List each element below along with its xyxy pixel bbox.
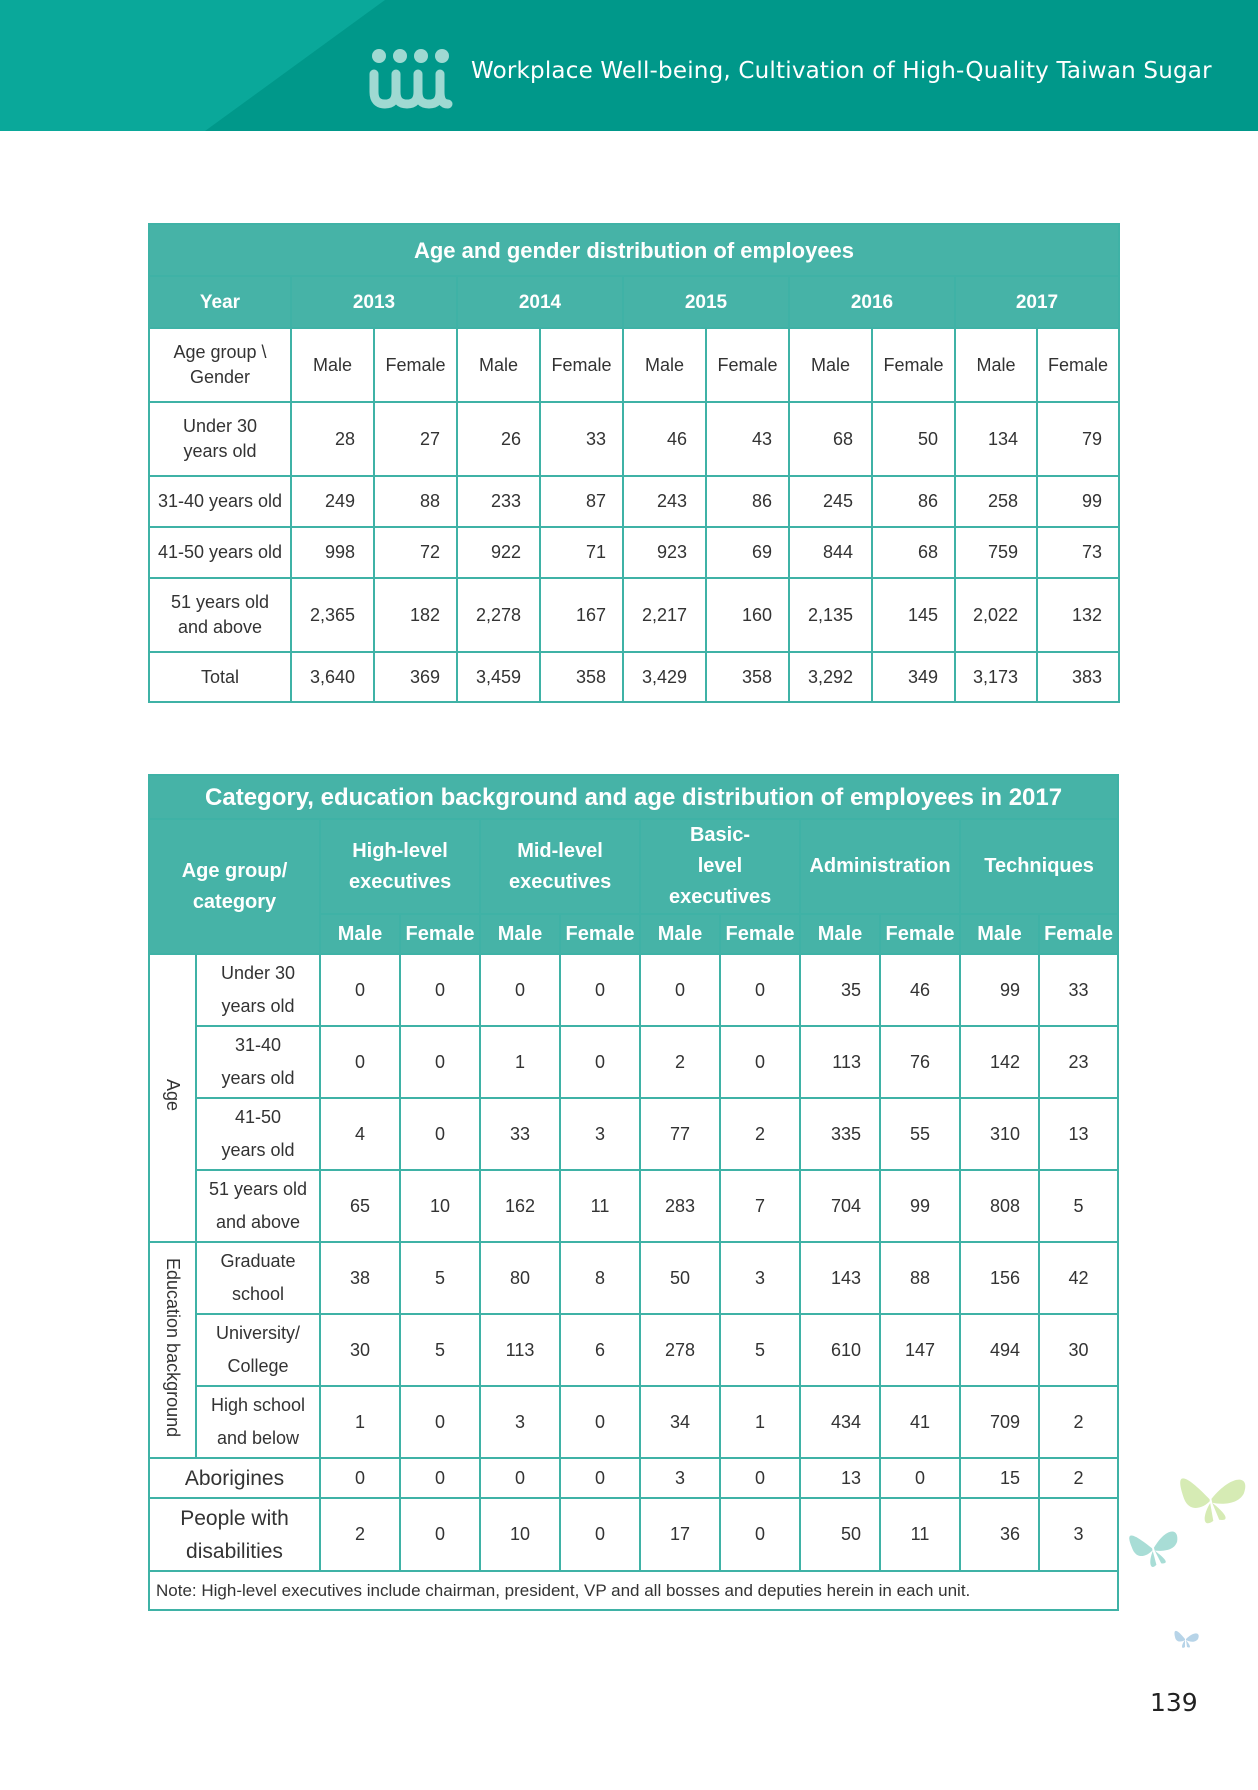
- cell: 145: [872, 578, 955, 652]
- cell: 0: [560, 954, 640, 1026]
- gender-header: Male: [640, 914, 720, 954]
- year-header: 2013: [291, 276, 457, 328]
- table2-caption: Category, education background and age distribution of employees in 2017: [149, 775, 1118, 819]
- cell: 46: [623, 402, 706, 476]
- cell: 50: [640, 1242, 720, 1314]
- cell: 3,292: [789, 652, 872, 702]
- gender-header: Female: [720, 914, 800, 954]
- cell: 335: [800, 1098, 880, 1170]
- gender-header: Male: [789, 328, 872, 402]
- year-header: 2017: [955, 276, 1119, 328]
- cell: 76: [880, 1026, 960, 1098]
- gender-header: Male: [480, 914, 560, 954]
- cell: 7: [720, 1170, 800, 1242]
- butterfly-icon: [1115, 1455, 1255, 1655]
- table-row: [149, 1386, 1118, 1458]
- gender-header: Male: [457, 328, 540, 402]
- cell: 80: [480, 1242, 560, 1314]
- cell: 35: [800, 954, 880, 1026]
- row-label: Under 30 years old: [196, 954, 320, 1026]
- cell: 113: [480, 1314, 560, 1386]
- table-row: [149, 476, 1119, 527]
- cell: 0: [560, 1458, 640, 1498]
- cell: 50: [800, 1498, 880, 1571]
- cell: 759: [955, 527, 1037, 578]
- table-row: [149, 1498, 1118, 1571]
- cell: 33: [540, 402, 623, 476]
- cell: 922: [457, 527, 540, 578]
- cell: 383: [1037, 652, 1119, 702]
- gender-header: Male: [955, 328, 1037, 402]
- cell: 99: [880, 1170, 960, 1242]
- cell: 0: [560, 1498, 640, 1571]
- table-row: [149, 1242, 1118, 1314]
- cell: 30: [320, 1314, 400, 1386]
- cell: 923: [623, 527, 706, 578]
- category-education-age-table: [148, 774, 1119, 1611]
- cell: 369: [374, 652, 457, 702]
- cell: 0: [400, 1458, 480, 1498]
- cell: 0: [640, 954, 720, 1026]
- table-row: [149, 578, 1119, 652]
- gender-header: Female: [560, 914, 640, 954]
- cell: 3: [640, 1458, 720, 1498]
- cell: 10: [480, 1498, 560, 1571]
- gender-header: Male: [291, 328, 374, 402]
- gender-header: Female: [1039, 914, 1118, 954]
- cell: 3,429: [623, 652, 706, 702]
- cell: 245: [789, 476, 872, 527]
- cell: 68: [789, 402, 872, 476]
- cell: 2: [1039, 1458, 1118, 1498]
- cell: 182: [374, 578, 457, 652]
- cell: 5: [720, 1314, 800, 1386]
- row-label: People with disabilities: [149, 1498, 320, 1571]
- cell: 808: [960, 1170, 1039, 1242]
- cell: 5: [400, 1242, 480, 1314]
- gender-header: Male: [623, 328, 706, 402]
- gender-header: Female: [880, 914, 960, 954]
- row-label: 51 years old and above: [149, 578, 291, 652]
- gender-header: Female: [706, 328, 789, 402]
- cell: 1: [480, 1026, 560, 1098]
- header-title: Workplace Well-being, Cultivation of High-Quality Taiwan Sugar: [471, 58, 1212, 84]
- row-label: Under 30 years old: [149, 402, 291, 476]
- cell: 2,022: [955, 578, 1037, 652]
- cell: 36: [960, 1498, 1039, 1571]
- cell: 2,217: [623, 578, 706, 652]
- cell: 162: [480, 1170, 560, 1242]
- table-row: [149, 1314, 1118, 1386]
- category-header: Mid-level executives: [480, 819, 640, 914]
- cell: 233: [457, 476, 540, 527]
- cell: 0: [320, 954, 400, 1026]
- cell: 38: [320, 1242, 400, 1314]
- cell: 0: [560, 1386, 640, 1458]
- cell: 283: [640, 1170, 720, 1242]
- cell: 844: [789, 527, 872, 578]
- age-group-text: Age: [163, 1079, 183, 1112]
- cell: 134: [955, 402, 1037, 476]
- cell: 50: [872, 402, 955, 476]
- table-note: Note: High-level executives include chairman, president, VP and all bosses and deputies herein in each unit.: [149, 1571, 1118, 1610]
- row-label: 41-50 years old: [196, 1098, 320, 1170]
- cell: 88: [880, 1242, 960, 1314]
- cell: 160: [706, 578, 789, 652]
- cell: 79: [1037, 402, 1119, 476]
- cell: 243: [623, 476, 706, 527]
- age-gender-table: [148, 223, 1120, 703]
- cell: 998: [291, 527, 374, 578]
- table-row: [149, 1458, 1118, 1498]
- category-header: Administration: [800, 819, 960, 914]
- cell: 5: [1039, 1170, 1118, 1242]
- cell: 0: [400, 954, 480, 1026]
- cell: 11: [880, 1498, 960, 1571]
- cell: 46: [880, 954, 960, 1026]
- cell: 2,365: [291, 578, 374, 652]
- cell: 0: [720, 954, 800, 1026]
- cell: 494: [960, 1314, 1039, 1386]
- table1-caption: Age and gender distribution of employees: [149, 224, 1119, 276]
- table-row: [149, 527, 1119, 578]
- cell: 28: [291, 402, 374, 476]
- row-label: 41-50 years old: [149, 527, 291, 578]
- cell: 77: [640, 1098, 720, 1170]
- cell: 87: [540, 476, 623, 527]
- education-group-text: Education background: [163, 1257, 183, 1438]
- cell: 86: [872, 476, 955, 527]
- cell: 17: [640, 1498, 720, 1571]
- cell: 99: [1037, 476, 1119, 527]
- cell: 147: [880, 1314, 960, 1386]
- cell: 26: [457, 402, 540, 476]
- cell: 610: [800, 1314, 880, 1386]
- year-header: 2015: [623, 276, 789, 328]
- row-label: Total: [149, 652, 291, 702]
- cell: 4: [320, 1098, 400, 1170]
- cell: 3: [720, 1242, 800, 1314]
- row-label: University/ College: [196, 1314, 320, 1386]
- gender-header: Male: [320, 914, 400, 954]
- cell: 30: [1039, 1314, 1118, 1386]
- cell: 167: [540, 578, 623, 652]
- table-row: [149, 1170, 1118, 1242]
- cell: 278: [640, 1314, 720, 1386]
- cell: 6: [560, 1314, 640, 1386]
- cell: 132: [1037, 578, 1119, 652]
- corner-label: Age group/ category: [149, 819, 320, 954]
- cell: 42: [1039, 1242, 1118, 1314]
- gender-header: Male: [800, 914, 880, 954]
- year-label: Year: [149, 276, 291, 328]
- cell: 156: [960, 1242, 1039, 1314]
- cell: 0: [400, 1386, 480, 1458]
- gender-header: Female: [400, 914, 480, 954]
- cell: 0: [400, 1026, 480, 1098]
- cell: 43: [706, 402, 789, 476]
- cell: 13: [1039, 1098, 1118, 1170]
- category-header: High-level executives: [320, 819, 480, 914]
- cell: 0: [720, 1026, 800, 1098]
- category-header: Basic-level executives: [640, 819, 800, 914]
- cell: 143: [800, 1242, 880, 1314]
- cell: 99: [960, 954, 1039, 1026]
- cell: 2: [640, 1026, 720, 1098]
- cell: 0: [720, 1458, 800, 1498]
- page-number: 139: [1150, 1688, 1198, 1717]
- cell: 0: [880, 1458, 960, 1498]
- cell: 709: [960, 1386, 1039, 1458]
- cell: 15: [960, 1458, 1039, 1498]
- cell: 88: [374, 476, 457, 527]
- logo-people-icon: [368, 46, 454, 110]
- cell: 2,278: [457, 578, 540, 652]
- cell: 65: [320, 1170, 400, 1242]
- cell: 0: [400, 1098, 480, 1170]
- gender-header: Female: [1037, 328, 1119, 402]
- cell: 73: [1037, 527, 1119, 578]
- row-label: Graduate school: [196, 1242, 320, 1314]
- gender-header: Female: [872, 328, 955, 402]
- cell: 3: [1039, 1498, 1118, 1571]
- table-row: [149, 652, 1119, 702]
- cell: 0: [480, 1458, 560, 1498]
- cell: 0: [560, 1026, 640, 1098]
- cell: 10: [400, 1170, 480, 1242]
- row-label: High school and below: [196, 1386, 320, 1458]
- cell: 249: [291, 476, 374, 527]
- cell: 0: [720, 1498, 800, 1571]
- cell: 310: [960, 1098, 1039, 1170]
- cell: 349: [872, 652, 955, 702]
- cell: 258: [955, 476, 1037, 527]
- corner-label: Age group \ Gender: [149, 328, 291, 402]
- cell: 72: [374, 527, 457, 578]
- gender-header: Male: [960, 914, 1039, 954]
- page-header: [0, 0, 1258, 131]
- cell: 34: [640, 1386, 720, 1458]
- cell: 142: [960, 1026, 1039, 1098]
- cell: 0: [320, 1026, 400, 1098]
- cell: 69: [706, 527, 789, 578]
- cell: 3,459: [457, 652, 540, 702]
- cell: 358: [706, 652, 789, 702]
- cell: 2: [320, 1498, 400, 1571]
- table-row: [149, 402, 1119, 476]
- cell: 68: [872, 527, 955, 578]
- cell: 23: [1039, 1026, 1118, 1098]
- cell: 71: [540, 527, 623, 578]
- cell: 2: [720, 1098, 800, 1170]
- category-header: Techniques: [960, 819, 1118, 914]
- row-label: 51 years old and above: [196, 1170, 320, 1242]
- cell: 27: [374, 402, 457, 476]
- cell: 0: [400, 1498, 480, 1571]
- cell: 434: [800, 1386, 880, 1458]
- cell: 3: [560, 1098, 640, 1170]
- cell: 0: [320, 1458, 400, 1498]
- cell: 0: [480, 954, 560, 1026]
- year-header: 2016: [789, 276, 955, 328]
- cell: 86: [706, 476, 789, 527]
- table-row: [149, 954, 1118, 1026]
- cell: 55: [880, 1098, 960, 1170]
- year-header: 2014: [457, 276, 623, 328]
- cell: 33: [480, 1098, 560, 1170]
- cell: 358: [540, 652, 623, 702]
- gender-header: Female: [374, 328, 457, 402]
- cell: 3: [480, 1386, 560, 1458]
- cell: 11: [560, 1170, 640, 1242]
- table-row: [149, 1098, 1118, 1170]
- cell: 33: [1039, 954, 1118, 1026]
- cell: 41: [880, 1386, 960, 1458]
- cell: 5: [400, 1314, 480, 1386]
- cell: 3,173: [955, 652, 1037, 702]
- table-row: [149, 1026, 1118, 1098]
- cell: 13: [800, 1458, 880, 1498]
- row-label: 31-40 years old: [149, 476, 291, 527]
- cell: 8: [560, 1242, 640, 1314]
- cell: 113: [800, 1026, 880, 1098]
- row-label: 31-40 years old: [196, 1026, 320, 1098]
- cell: 2,135: [789, 578, 872, 652]
- row-label: Aborigines: [149, 1458, 320, 1498]
- education-group-label: [149, 1242, 196, 1458]
- cell: 1: [320, 1386, 400, 1458]
- cell: 704: [800, 1170, 880, 1242]
- gender-header: Female: [540, 328, 623, 402]
- cell: 1: [720, 1386, 800, 1458]
- age-group-label: [149, 954, 196, 1242]
- cell: 2: [1039, 1386, 1118, 1458]
- cell: 3,640: [291, 652, 374, 702]
